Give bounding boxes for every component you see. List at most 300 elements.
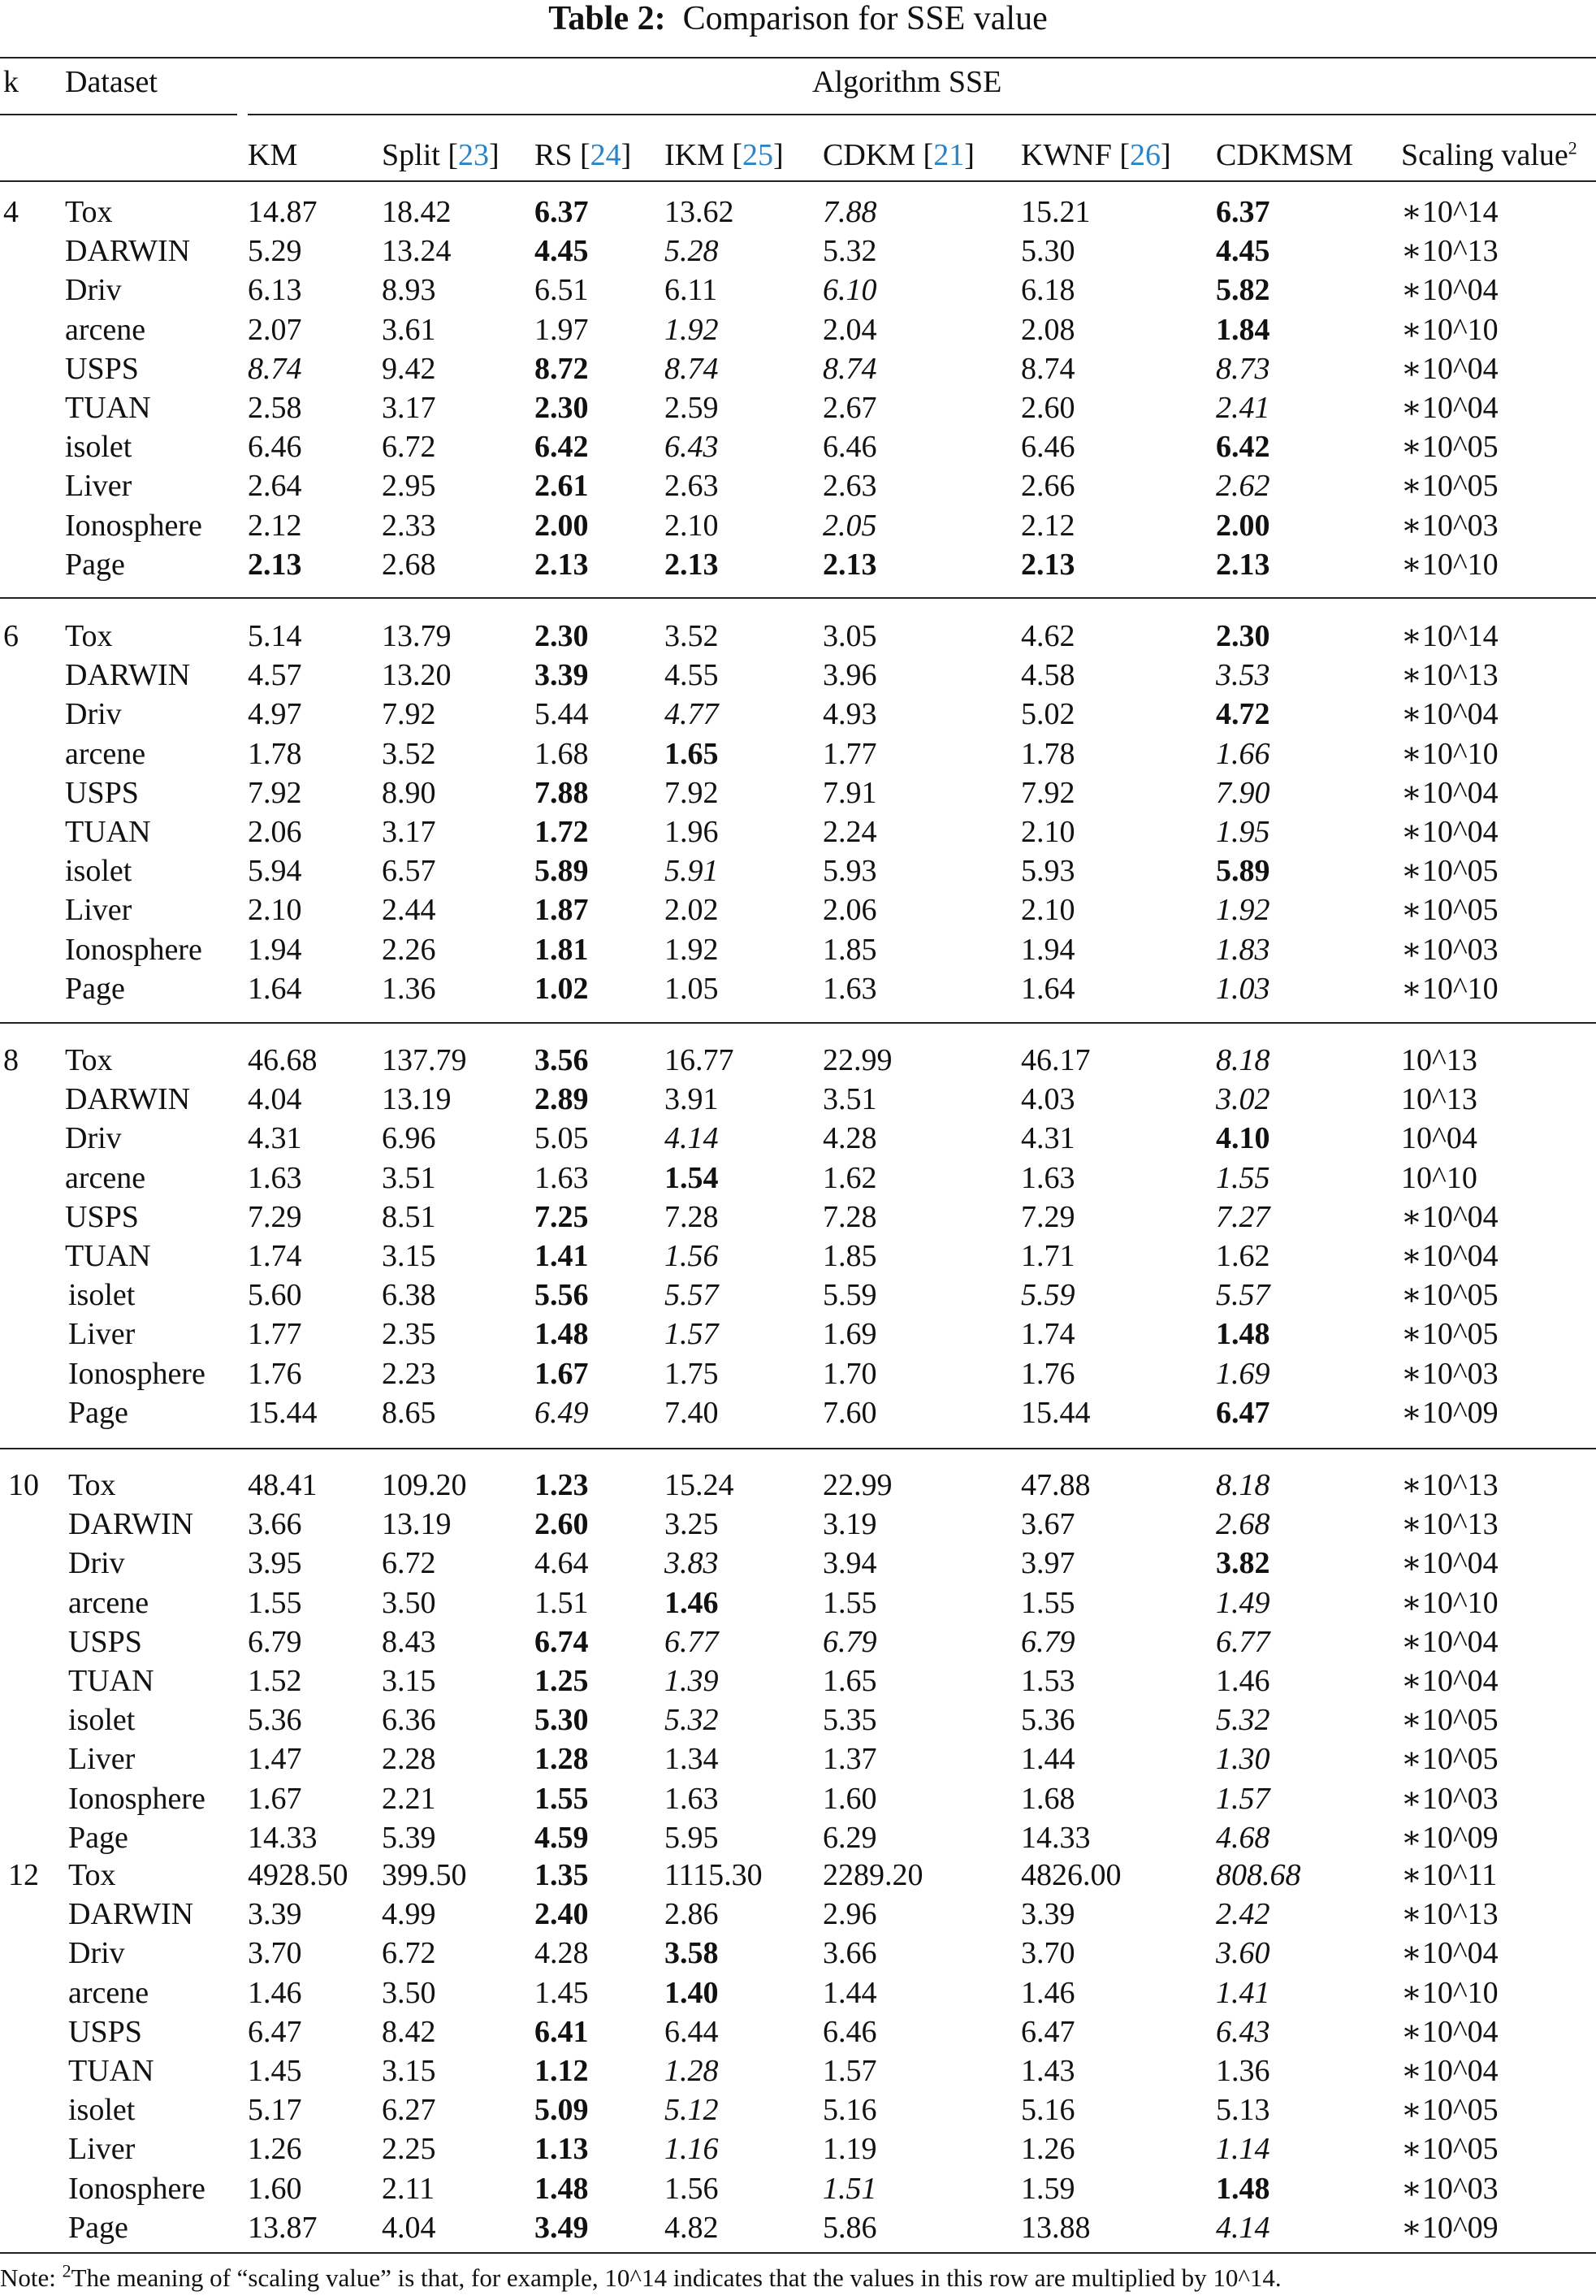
dataset-name: Ionosphere	[68, 1781, 205, 1816]
column-header-name: Split	[382, 138, 440, 172]
sse-value-cell: 808.68	[1216, 1858, 1301, 1892]
table-note	[0, 2262, 1596, 2294]
sse-value-cell: 1.05	[664, 971, 719, 1006]
sse-value-cell: 4.28	[823, 1121, 877, 1156]
citation-link[interactable]: 24	[590, 138, 621, 172]
sse-value-cell: 2.13	[664, 547, 719, 582]
sse-value-cell: 8.90	[382, 775, 436, 810]
dataset-name: Tox	[68, 1858, 116, 1892]
sse-value-cell: 1.46	[1021, 1975, 1075, 2010]
sse-value-cell: 1.94	[248, 932, 302, 967]
sse-value-cell: 4.55	[664, 658, 719, 693]
sse-value-cell: 2.10	[664, 508, 719, 543]
sse-value-cell: 5.36	[248, 1703, 302, 1738]
dataset-name: Tox	[65, 195, 113, 229]
sse-value-cell: 6.37	[1216, 195, 1270, 229]
sse-value-cell: 2.68	[382, 547, 436, 582]
sse-value-cell: 1.19	[823, 2132, 877, 2167]
sse-value-cell: 2.61	[534, 469, 589, 504]
sse-value-cell: 13.19	[382, 1507, 452, 1542]
sse-value-cell: 1.96	[664, 815, 719, 849]
sse-value-cell: 2.42	[1216, 1897, 1270, 1932]
sse-value-cell: 1.74	[248, 1239, 302, 1273]
bottom-rule	[0, 2252, 1596, 2254]
sse-value-cell: 2.28	[382, 1742, 436, 1777]
dataset-name: Driv	[65, 273, 122, 308]
sse-value-cell: 5.56	[534, 1278, 589, 1313]
dataset-name: USPS	[65, 1199, 139, 1234]
sse-value-cell: 1.28	[534, 1742, 589, 1777]
sse-value-cell: 2289.20	[823, 1858, 923, 1892]
sse-value-cell: 15.44	[1021, 1395, 1091, 1430]
sse-value-cell: 8.43	[382, 1624, 436, 1659]
dataset-name: Page	[65, 971, 125, 1006]
sse-value-cell: 1.78	[248, 736, 302, 771]
sse-value-cell: 5.59	[1021, 1278, 1075, 1313]
sse-value-cell: 4.59	[534, 1820, 589, 1855]
scaling-value-cell: ∗10^13	[1401, 1897, 1499, 1932]
sse-value-cell: 3.67	[1021, 1507, 1075, 1542]
sse-value-cell: 3.52	[664, 619, 719, 653]
sse-value-cell: 4928.50	[248, 1858, 348, 1892]
scaling-value-cell: ∗10^14	[1401, 195, 1499, 229]
sse-value-cell: 15.24	[664, 1468, 734, 1502]
sse-value-cell: 2.30	[1216, 619, 1270, 653]
sse-value-cell: 1.56	[664, 1239, 719, 1273]
sse-value-cell: 2.30	[534, 391, 589, 425]
sse-value-cell: 3.66	[248, 1507, 302, 1542]
table-label: Table 2:	[548, 0, 666, 37]
scaling-value-cell: 10^10	[1401, 1160, 1477, 1195]
sse-value-cell: 2.10	[248, 893, 302, 928]
dataset-name: Ionosphere	[65, 508, 202, 543]
note-superscript: 2	[62, 2260, 71, 2281]
sse-value-cell: 6.27	[382, 2093, 436, 2128]
sse-value-cell: 1.44	[823, 1975, 877, 2010]
sse-value-cell: 6.11	[664, 273, 718, 308]
header-algorithm-rule	[248, 114, 1596, 115]
sse-value-cell: 16.77	[664, 1043, 734, 1077]
sse-value-cell: 6.46	[248, 430, 302, 465]
sse-value-cell: 1.45	[534, 1975, 589, 2010]
sse-value-cell: 4.82	[664, 2210, 719, 2245]
scaling-value-cell: ∗10^10	[1401, 1585, 1499, 1620]
sse-value-cell: 1.41	[534, 1239, 589, 1273]
sse-value-cell: 3.61	[382, 312, 436, 347]
sse-value-cell: 1.23	[534, 1468, 589, 1502]
sse-value-cell: 1.67	[534, 1356, 589, 1391]
sse-value-cell: 1.34	[664, 1742, 719, 1777]
scaling-value-cell: ∗10^10	[1401, 312, 1499, 347]
sse-value-cell: 1.48	[534, 1317, 589, 1352]
sse-value-cell: 8.74	[664, 351, 719, 386]
sse-value-cell: 1.74	[1021, 1317, 1075, 1352]
sse-value-cell: 1.55	[534, 1781, 589, 1816]
sse-value-cell: 5.35	[823, 1703, 877, 1738]
sse-value-cell: 7.25	[534, 1199, 589, 1234]
sse-value-cell: 5.94	[248, 854, 302, 889]
sse-value-cell: 8.51	[382, 1199, 436, 1234]
sse-value-cell: 4.45	[1216, 234, 1270, 269]
dataset-name: Ionosphere	[68, 1356, 205, 1391]
sse-value-cell: 1.60	[248, 2171, 302, 2206]
sse-value-cell: 1.67	[248, 1781, 302, 1816]
sse-value-cell: 15.21	[1021, 195, 1091, 229]
dataset-name: DARWIN	[68, 1507, 194, 1542]
scaling-value-cell: ∗10^04	[1401, 2054, 1499, 2088]
sse-value-cell: 4.03	[1021, 1082, 1075, 1117]
column-header-scaling-value	[1401, 136, 1577, 174]
sse-value-cell: 6.47	[248, 2014, 302, 2049]
sse-value-cell: 3.17	[382, 391, 436, 425]
note-prefix: Note:	[0, 2264, 63, 2292]
sse-value-cell: 4.97	[248, 697, 302, 732]
sse-value-cell: 2.12	[1021, 508, 1075, 543]
scaling-value-cell: ∗10^09	[1401, 2210, 1499, 2245]
sse-value-cell: 1.55	[248, 1585, 302, 1620]
sse-value-cell: 6.57	[382, 854, 436, 889]
sse-value-cell: 1.56	[664, 2171, 719, 2206]
sse-value-cell: 3.94	[823, 1546, 877, 1581]
dataset-name: arcene	[65, 1160, 146, 1195]
sse-value-cell: 7.88	[534, 775, 589, 810]
sse-value-cell: 2.44	[382, 893, 436, 928]
sse-value-cell: 2.10	[1021, 893, 1075, 928]
sse-value-cell: 2.41	[1216, 391, 1270, 425]
sse-value-cell: 1.97	[534, 312, 589, 347]
sse-value-cell: 137.79	[382, 1043, 467, 1077]
sse-value-cell: 1.85	[823, 932, 877, 967]
sse-value-cell: 1.55	[823, 1585, 877, 1620]
sse-value-cell: 1.39	[664, 1664, 719, 1698]
sse-value-cell: 6.72	[382, 430, 436, 465]
sse-value-cell: 3.15	[382, 1239, 436, 1273]
sse-value-cell: 5.89	[534, 854, 589, 889]
sse-value-cell: 1115.30	[664, 1858, 763, 1892]
sse-value-cell: 1.45	[248, 2054, 302, 2088]
dataset-name: TUAN	[65, 1239, 151, 1273]
sse-value-cell: 7.28	[664, 1199, 719, 1234]
sse-value-cell: 5.91	[664, 854, 719, 889]
sse-value-cell: 1.03	[1216, 971, 1270, 1006]
sse-value-cell: 5.13	[1216, 2093, 1270, 2128]
sse-value-cell: 5.32	[823, 234, 877, 269]
sse-value-cell: 6.42	[534, 430, 589, 465]
sse-value-cell: 3.50	[382, 1585, 436, 1620]
group-k-value: 10	[8, 1468, 39, 1502]
sse-value-cell: 1.41	[1216, 1975, 1270, 2010]
sse-value-cell: 3.15	[382, 2054, 436, 2088]
dataset-name: Driv	[68, 1546, 125, 1581]
sse-value-cell: 7.90	[1216, 775, 1270, 810]
dataset-name: Tox	[65, 619, 113, 653]
scaling-value-cell: ∗10^04	[1401, 1546, 1499, 1581]
dataset-name: Ionosphere	[65, 932, 202, 967]
dataset-name: Driv	[65, 1121, 122, 1156]
sse-value-cell: 1.95	[1216, 815, 1270, 849]
dataset-name: DARWIN	[65, 1082, 191, 1117]
column-header-rs: RS [24]	[534, 138, 632, 172]
dataset-name: Ionosphere	[68, 2171, 205, 2206]
sse-value-cell: 2.06	[248, 815, 302, 849]
sse-value-cell: 3.95	[248, 1546, 302, 1581]
sse-value-cell: 4.99	[382, 1897, 436, 1932]
dataset-name: DARWIN	[65, 658, 191, 693]
sse-value-cell: 6.79	[248, 1624, 302, 1659]
sse-value-cell: 1.43	[1021, 2054, 1075, 2088]
sse-value-cell: 3.53	[1216, 658, 1270, 693]
sse-value-cell: 7.60	[823, 1395, 877, 1430]
sse-value-cell: 1.76	[1021, 1356, 1075, 1391]
sse-value-cell: 6.47	[1021, 2014, 1075, 2049]
sse-value-cell: 14.87	[248, 195, 318, 229]
sse-value-cell: 1.60	[823, 1781, 877, 1816]
sse-value-cell: 1.48	[534, 2171, 589, 2206]
sse-value-cell: 1.92	[664, 932, 719, 967]
sse-value-cell: 4.68	[1216, 1820, 1270, 1855]
sse-value-cell: 4.28	[534, 1936, 589, 1971]
sse-value-cell: 2.21	[382, 1781, 436, 1816]
sse-value-cell: 3.96	[823, 658, 877, 693]
scaling-value-cell: ∗10^10	[1401, 1975, 1499, 2010]
sse-value-cell: 4826.00	[1021, 1858, 1122, 1892]
note-text: The meaning of “scaling value” is that, for example, 10^14 indicates that the values in this row are multiplied by 10^14.	[71, 2264, 1282, 2292]
sse-value-cell: 22.99	[823, 1468, 893, 1502]
sse-value-cell: 2.59	[664, 391, 719, 425]
sse-value-cell: 3.39	[248, 1897, 302, 1932]
sse-value-cell: 2.05	[823, 508, 877, 543]
scaling-value-cell: ∗10^05	[1401, 1703, 1499, 1738]
dataset-name: TUAN	[68, 1664, 154, 1698]
sse-value-cell: 8.42	[382, 2014, 436, 2049]
sse-value-cell: 5.89	[1216, 854, 1270, 889]
sse-value-cell: 5.32	[664, 1703, 719, 1738]
dataset-name: isolet	[68, 2093, 136, 2128]
sse-value-cell: 1.37	[823, 1742, 877, 1777]
sse-value-cell: 7.28	[823, 1199, 877, 1234]
sse-value-cell: 8.18	[1216, 1043, 1270, 1077]
sse-value-cell: 5.93	[823, 854, 877, 889]
sse-value-cell: 2.30	[534, 619, 589, 653]
citation-link[interactable]: 26	[1130, 138, 1161, 172]
group-separator-rule	[0, 1448, 1596, 1449]
sse-value-cell: 1.57	[664, 1317, 719, 1352]
sse-value-cell: 8.93	[382, 273, 436, 308]
sse-value-cell: 4.14	[1216, 2210, 1270, 2245]
sse-value-cell: 6.43	[1216, 2014, 1270, 2049]
dataset-name: Driv	[68, 1936, 125, 1971]
header-algorithm-sse: Algorithm SSE	[812, 65, 1002, 99]
sse-value-cell: 8.74	[248, 351, 302, 386]
sse-value-cell: 1.35	[534, 1858, 589, 1892]
dataset-name: Page	[68, 1820, 128, 1855]
sse-value-cell: 6.49	[534, 1395, 589, 1430]
sse-value-cell: 48.41	[248, 1468, 318, 1502]
sse-value-cell: 3.60	[1216, 1936, 1270, 1971]
group-separator-rule	[0, 597, 1596, 599]
sse-value-cell: 6.51	[534, 273, 589, 308]
scaling-value-cell: ∗10^05	[1401, 2132, 1499, 2167]
sse-value-cell: 1.63	[534, 1160, 589, 1195]
sse-value-cell: 2.11	[382, 2171, 435, 2206]
sse-value-cell: 1.81	[534, 932, 589, 967]
scaling-value-cell: 10^13	[1401, 1082, 1477, 1117]
dataset-name: Driv	[65, 697, 122, 732]
sse-value-cell: 8.65	[382, 1395, 436, 1430]
sse-value-cell: 2.12	[248, 508, 302, 543]
sse-value-cell: 1.78	[1021, 736, 1075, 771]
sse-value-cell: 6.79	[1021, 1624, 1075, 1659]
sse-value-cell: 6.44	[664, 2014, 719, 2049]
sse-value-cell: 7.92	[248, 775, 302, 810]
scaling-value-cell: ∗10^13	[1401, 1507, 1499, 1542]
column-header-km	[248, 136, 297, 174]
sse-value-cell: 1.48	[1216, 2171, 1270, 2206]
sse-value-cell: 4.57	[248, 658, 302, 693]
sse-value-cell: 6.42	[1216, 430, 1270, 465]
sse-value-cell: 3.39	[1021, 1897, 1075, 1932]
sse-value-cell: 2.23	[382, 1356, 436, 1391]
dataset-name: USPS	[65, 351, 139, 386]
sse-value-cell: 2.33	[382, 508, 436, 543]
sse-value-cell: 7.88	[823, 195, 877, 229]
sse-value-cell: 2.25	[382, 2132, 436, 2167]
dataset-name: USPS	[68, 2014, 142, 2049]
column-header-name: RS	[534, 138, 573, 172]
sse-value-cell: 5.60	[248, 1278, 302, 1313]
sse-value-cell: 1.69	[1216, 1356, 1270, 1391]
sse-value-cell: 1.63	[823, 971, 877, 1006]
sse-value-cell: 2.60	[1021, 391, 1075, 425]
sse-value-cell: 1.44	[1021, 1742, 1075, 1777]
sse-value-cell: 18.42	[382, 195, 452, 229]
sse-value-cell: 1.40	[664, 1975, 719, 2010]
sse-value-cell: 2.02	[664, 893, 719, 928]
sse-value-cell: 1.28	[664, 2054, 719, 2088]
scaling-value-cell: ∗10^05	[1401, 854, 1499, 889]
sse-value-cell: 4.31	[248, 1121, 302, 1156]
sse-value-cell: 13.24	[382, 234, 452, 269]
sse-value-cell: 5.57	[664, 1278, 719, 1313]
scaling-value-cell: ∗10^04	[1401, 2014, 1499, 2049]
sse-value-cell: 5.17	[248, 2093, 302, 2128]
sse-value-cell: 5.57	[1216, 1278, 1270, 1313]
sse-value-cell: 1.92	[664, 312, 719, 347]
sse-value-cell: 1.46	[248, 1975, 302, 2010]
sse-value-cell: 3.15	[382, 1664, 436, 1698]
dataset-name: isolet	[65, 854, 132, 889]
sse-value-cell: 1.72	[534, 815, 589, 849]
sse-value-cell: 13.87	[248, 2210, 318, 2245]
sse-value-cell: 3.82	[1216, 1546, 1270, 1581]
header-k: k	[3, 65, 19, 99]
sse-value-cell: 4.58	[1021, 658, 1075, 693]
sse-value-cell: 1.36	[382, 971, 436, 1006]
group-separator-rule	[0, 1022, 1596, 1024]
sse-value-cell: 15.44	[248, 1395, 318, 1430]
sse-value-cell: 2.62	[1216, 469, 1270, 504]
scaling-value-cell: ∗10^03	[1401, 1356, 1499, 1391]
sse-value-cell: 7.29	[248, 1199, 302, 1234]
scaling-value-cell: ∗10^04	[1401, 697, 1499, 732]
column-header-name: IKM	[664, 138, 724, 172]
citation-link[interactable]: 25	[742, 138, 774, 172]
sse-value-cell: 4.93	[823, 697, 877, 732]
citation-link[interactable]: 21	[933, 138, 965, 172]
sse-value-cell: 1.57	[1216, 1781, 1270, 1816]
sse-value-cell: 13.62	[664, 195, 734, 229]
scaling-value-cell: 10^13	[1401, 1043, 1477, 1077]
sse-value-cell: 2.26	[382, 932, 436, 967]
scaling-value-cell: ∗10^11	[1401, 1858, 1498, 1892]
sse-value-cell: 1.46	[1216, 1664, 1270, 1698]
sse-value-cell: 2.66	[1021, 469, 1075, 504]
sse-value-cell: 5.32	[1216, 1703, 1270, 1738]
column-header-name: KWNF	[1021, 138, 1112, 172]
sse-value-cell: 1.84	[1216, 312, 1270, 347]
sse-value-cell: 7.40	[664, 1395, 719, 1430]
sse-value-cell: 1.68	[1021, 1781, 1075, 1816]
dataset-name: Liver	[68, 1742, 136, 1777]
sse-value-cell: 6.41	[534, 2014, 589, 2049]
sse-value-cell: 2.40	[534, 1897, 589, 1932]
sse-value-cell: 6.46	[823, 2014, 877, 2049]
column-header-ikm: IKM [25]	[664, 138, 784, 172]
scaling-value-cell: ∗10^03	[1401, 2171, 1499, 2206]
column-header-kwnf: KWNF [26]	[1021, 138, 1171, 172]
citation-link[interactable]: 23	[457, 138, 489, 172]
sse-value-cell: 2.35	[382, 1317, 436, 1352]
sse-value-cell: 8.72	[534, 351, 589, 386]
sse-value-cell: 7.92	[382, 697, 436, 732]
sse-value-cell: 7.91	[823, 775, 877, 810]
sse-value-cell: 1.77	[248, 1317, 302, 1352]
scaling-value-cell: ∗10^09	[1401, 1820, 1499, 1855]
sse-value-cell: 1.94	[1021, 932, 1075, 967]
scaling-value-cell: ∗10^03	[1401, 1781, 1499, 1816]
dataset-name: arcene	[65, 736, 146, 771]
footnote-marker: 2	[1568, 137, 1577, 158]
sse-value-cell: 8.74	[823, 351, 877, 386]
sse-value-cell: 46.68	[248, 1043, 318, 1077]
sse-value-cell: 1.64	[1021, 971, 1075, 1006]
sse-value-cell: 5.29	[248, 234, 302, 269]
sse-value-cell: 1.51	[823, 2171, 877, 2206]
sse-value-cell: 3.19	[823, 1507, 877, 1542]
scaling-value-cell: ∗10^14	[1401, 619, 1499, 653]
sse-value-cell: 1.92	[1216, 893, 1270, 928]
sse-value-cell: 1.48	[1216, 1317, 1270, 1352]
sse-value-cell: 6.10	[823, 273, 877, 308]
sse-value-cell: 6.77	[664, 1624, 719, 1659]
sse-value-cell: 5.30	[1021, 234, 1075, 269]
sse-value-cell: 1.51	[534, 1585, 589, 1620]
sse-value-cell: 3.66	[823, 1936, 877, 1971]
sse-value-cell: 5.12	[664, 2093, 719, 2128]
scaling-value-cell: ∗10^04	[1401, 775, 1499, 810]
dataset-name: USPS	[65, 775, 139, 810]
sse-value-cell: 1.63	[664, 1781, 719, 1816]
scaling-value-cell: ∗10^10	[1401, 971, 1499, 1006]
sse-value-cell: 4.31	[1021, 1121, 1075, 1156]
scaling-value-cell: ∗10^04	[1401, 1936, 1499, 1971]
sse-value-cell: 5.86	[823, 2210, 877, 2245]
sse-value-cell: 6.47	[1216, 1395, 1270, 1430]
sse-value-cell: 1.63	[1021, 1160, 1075, 1195]
sse-value-cell: 5.28	[664, 234, 719, 269]
column-header-cdkmsm	[1216, 136, 1353, 174]
dataset-name: USPS	[68, 1624, 142, 1659]
